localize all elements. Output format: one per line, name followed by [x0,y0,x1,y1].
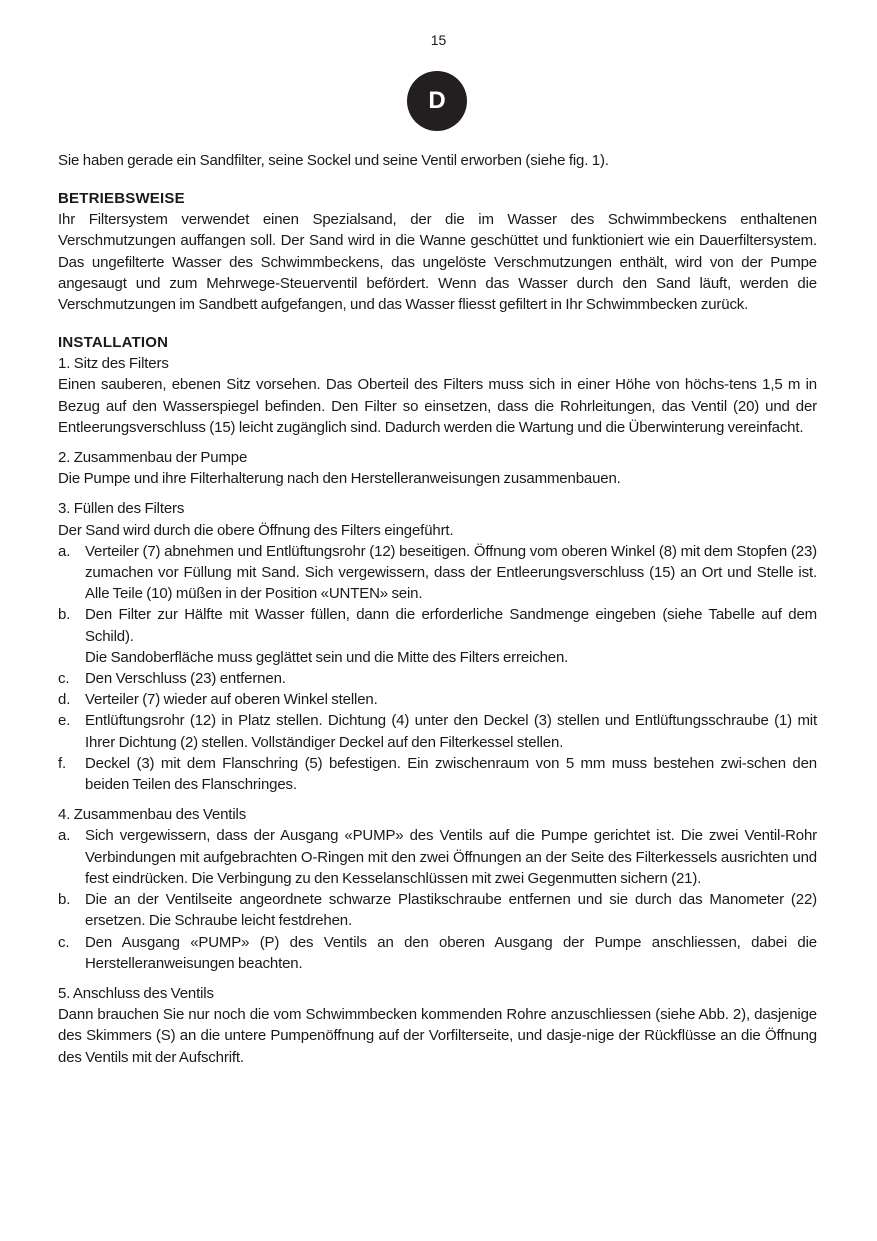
list-letter: c. [58,670,70,688]
list-letter: a. [58,542,71,560]
valve-steps-list [58,825,817,973]
list-item [58,668,817,689]
list-letter: f. [58,754,67,772]
list-item [58,604,817,646]
subsection-ventil [58,804,817,974]
subsection-text: Dann brauchen Sie nur noch die vom Schwimmbecken kommenden Rohre anzuschliessen (siehe Abb. 2), dasjenige des Skimmers (S) an die untere Pumpenöffnung auf der Vorfilterseite, und dasje-nige der Rückflüsse an die Öffnung des Ventils mit der Aufschrift. [58,1006,817,1066]
section-betriebsweise [58,188,817,315]
list-item [58,710,817,752]
subsection-text: Der Sand wird durch die obere Öffnung des Filters eingeführt. [58,521,454,539]
list-text: Den Ausgang «PUMP» (P) des Ventils an den oberen Ausgang der Pumpe anschliessen, dabei die Herstelleranweisungen beachten. [85,933,817,972]
list-text: Sich vergewissern, dass der Ausgang «PUMP» des Ventils auf die Pumpe gerichtet ist. Die zwei Ventil-Rohr Verbindungen mit aufgebrachten O-Ringen mit den zwei Öffnungen an der Seite des Filterkessels ausrichten und fest eindrücken. Die Verbingung zu den Kesselanschlüssen mit zwei Gegenmutten sichern (21). [85,827,817,887]
list-text: Verteiler (7) abnehmen und Entlüftungsrohr (12) beseitigen. Öffnung vom oberen Winkel (8) mit dem Stopfen (23) zumachen vor Füllung mit Sand. Sich vergewissern, dass der Entleerungsverschluss (15) an Ort und Stelle ist. Alle Teile (10) müßen in der Position «UNTEN» sein. [85,542,817,603]
subsection-fuellen [58,498,817,795]
subsection-pumpe [58,447,817,489]
betriebsweise-paragraph: Ihr Filtersystem verwendet einen Spezialsand, der die im Wasser des Schwimmbeckens enthaltenen Verschmutzungen auffangen soll. Der Sand wird in die Wanne geschüttet und funktioniert wie ein Dauerfiltersystem. Das ungefilterte Wasser des Schwimmbeckens, das ungelöste Verschmutzungen enthält, wird von der Pumpe angesaugt und zum Mehrwege-Steuerventil befördert. Wenn das Wasser durch den Sand läuft, werden die Verschmutzungen im Sandbett aufgefangen, und das Wasser fliesst gefiltert in Ihr Schwimmbecken zurück. [58,211,817,314]
fill-steps-list-continued [58,668,817,795]
list-letter: b. [58,891,71,909]
list-text: Verteiler (7) wieder auf oberen Winkel stellen. [85,691,378,709]
subsection-title: 5. Anschluss des Ventils [58,984,214,1002]
list-letter: e. [58,712,71,730]
intro-paragraph: Sie haben gerade ein Sandfilter, seine Sockel und seine Ventil erworben (siehe fig. 1). [58,152,609,169]
list-note: Die Sandoberfläche muss geglättet sein und die Mitte des Filters erreichen. [85,648,569,666]
section-installation [58,332,817,1068]
list-item [58,825,817,889]
list-letter: b. [58,606,71,624]
subsection-text: Einen sauberen, ebenen Sitz vorsehen. Das Oberteil des Filters muss sich in einer Höhe von höchs-tens 1,5 m in Bezug auf den Wasserspiegel befinden. Den Filter so einsetzen, dass die Rohrleitungen, das Ventil (20) und der Entleerungsverschluss (15) leicht zugänglich sind. Dadurch werden die Wartung und die Überwinterung vereinfacht. [58,376,817,436]
language-badge: D [407,71,467,131]
list-letter: d. [58,691,71,709]
list-item [58,541,817,605]
list-item [58,689,817,710]
list-item [58,753,817,795]
fill-steps-list [58,541,817,647]
heading-installation: INSTALLATION [58,334,169,352]
list-letter: c. [58,933,70,951]
list-text: Entlüftungsrohr (12) in Platz stellen. Dichtung (4) unter den Deckel (3) stellen und Entlüftungsschraube (1) mit Ihrer Dichtung (2) stellen. Vollständiger Deckel auf den Filterkessel stellen. [85,712,817,751]
subsection-title: 4. Zusammenbau des Ventils [58,806,247,824]
list-text: Den Verschluss (23) entfernen. [85,670,286,688]
list-letter: a. [58,827,71,845]
subsection-text: Die Pumpe und ihre Filterhalterung nach den Herstelleranweisungen zusammenbauen. [58,470,621,488]
subsection-anschluss [58,983,817,1068]
subsection-title: 2. Zusammenbau der Pumpe [58,449,248,467]
page-number: 15 [430,32,447,48]
list-item [58,889,817,931]
subsection-title: 1. Sitz des Filters [58,355,169,373]
document-body [58,150,817,1068]
list-item [58,932,817,974]
heading-betriebsweise: BETRIEBSWEISE [58,190,185,208]
list-text: Den Filter zur Hälfte mit Wasser füllen, dann die erforderliche Sandmenge eingeben (siehe Tabelle auf dem Schild). [85,606,817,645]
subsection-title: 3. Füllen des Filters [58,500,185,518]
subsection-sitz [58,353,817,438]
list-text: Deckel (3) mit dem Flanschring (5) befestigen. Ein zwischenraum von 5 mm muss bestehen zwi-schen den beiden Teilen des Flanschringes. [85,754,817,794]
list-text: Die an der Ventilseite angeordnete schwarze Plastikschraube entfernen und sie durch das Manometer (22) ersetzen. Die Schraube leicht festdrehen. [85,891,817,930]
